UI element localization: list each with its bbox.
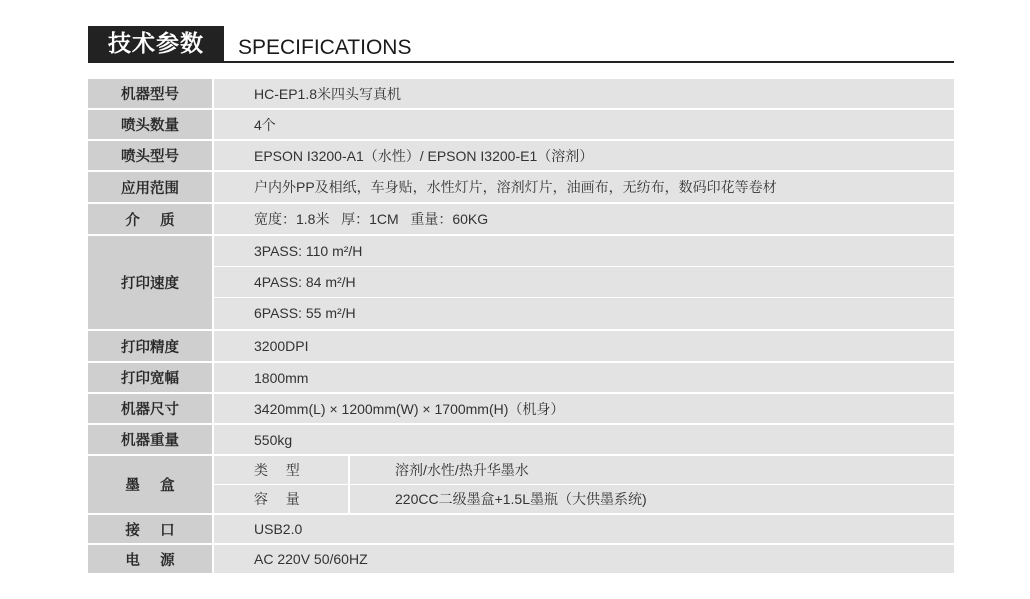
spec-label: 应用范围 bbox=[88, 172, 214, 202]
spec-label: 喷头数量 bbox=[88, 110, 214, 139]
spec-label: 墨 盒 bbox=[88, 456, 214, 513]
spec-row-head-model bbox=[88, 141, 954, 172]
speed-line: 4PASS: 84 m²/H bbox=[214, 267, 954, 298]
spec-label: 机器尺寸 bbox=[88, 394, 214, 423]
speed-line: 6PASS: 55 m²/H bbox=[254, 305, 356, 321]
spec-row-weight bbox=[88, 425, 954, 456]
spec-row-size bbox=[88, 394, 954, 425]
spec-value: 户内外PP及相纸，车身贴，水性灯片，溶剂灯片，油画布，无纺布，数码印花等卷材 bbox=[254, 179, 777, 195]
spec-label: 机器型号 bbox=[88, 79, 214, 108]
spec-row-model bbox=[88, 79, 954, 110]
spec-label: 打印速度 bbox=[88, 236, 214, 329]
spec-value: 550kg bbox=[254, 431, 293, 448]
spec-header bbox=[88, 26, 954, 64]
spec-row-precision bbox=[88, 331, 954, 363]
spec-value: HC-EP1.8米四头写真机 bbox=[254, 85, 402, 102]
spec-label: 介 质 bbox=[88, 204, 214, 234]
header-rule bbox=[88, 61, 954, 63]
spec-row-head-count bbox=[88, 110, 954, 141]
spec-value: AC 220V 50/60HZ bbox=[254, 551, 368, 567]
ink-subkey: 类 型 bbox=[214, 456, 350, 484]
spec-label: 接 口 bbox=[88, 515, 214, 543]
title-cn: 技术参数 bbox=[88, 26, 224, 62]
spec-value: USB2.0 bbox=[254, 521, 303, 537]
spec-label: 打印宽幅 bbox=[88, 363, 214, 392]
spec-label: 打印精度 bbox=[88, 331, 214, 361]
title-en: SPECIFICATIONS bbox=[238, 36, 412, 59]
speed-lines bbox=[214, 236, 954, 329]
spec-table bbox=[88, 79, 954, 575]
spec-label: 喷头型号 bbox=[88, 141, 214, 170]
spec-row-application bbox=[88, 172, 954, 204]
spec-row-power bbox=[88, 545, 954, 575]
ink-subrow bbox=[214, 485, 954, 513]
spec-value: 4个 bbox=[254, 116, 276, 133]
spec-label: 机器重量 bbox=[88, 425, 214, 454]
spec-row-width bbox=[88, 363, 954, 394]
spec-value: 1800mm bbox=[254, 369, 309, 386]
ink-subvalue: 220CC二级墨盒+1.5L墨瓶（大供墨系统) bbox=[395, 491, 647, 507]
spec-row-speed bbox=[88, 236, 954, 331]
ink-subrow bbox=[214, 456, 954, 485]
spec-label: 电 源 bbox=[88, 545, 214, 573]
ink-subkey: 容 量 bbox=[214, 485, 350, 513]
spec-row-media bbox=[88, 204, 954, 236]
spec-row-interface bbox=[88, 515, 954, 545]
spec-value: 宽度：1.8米 厚：1CM 重量：60KG bbox=[254, 211, 489, 227]
spec-row-ink bbox=[88, 456, 954, 515]
spec-value: 3200DPI bbox=[254, 338, 309, 354]
ink-subtable bbox=[214, 456, 954, 513]
speed-line: 3PASS: 110 m²/H bbox=[214, 236, 954, 267]
spec-value: EPSON I3200-A1（水性）/ EPSON I3200-E1（溶剂） bbox=[254, 147, 594, 164]
ink-subvalue: 溶剂/水性/热升华墨水 bbox=[395, 462, 529, 478]
spec-value: 3420mm(L) × 1200mm(W) × 1700mm(H)（机身） bbox=[254, 400, 565, 417]
